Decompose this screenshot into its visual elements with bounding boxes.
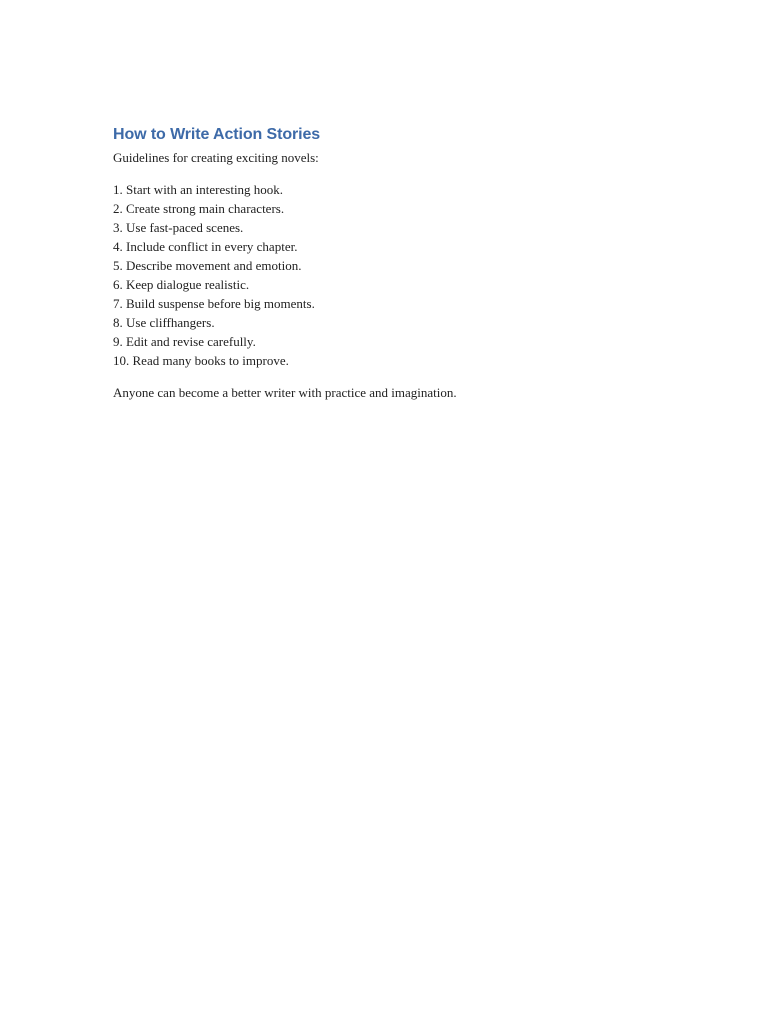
document-body [113, 124, 673, 402]
list-item: 5. Describe movement and emotion. [113, 258, 302, 273]
steps-list [113, 180, 673, 370]
document-subtitle: Guidelines for creating exciting novels: [113, 150, 319, 165]
list-item: 3. Use fast-paced scenes. [113, 220, 244, 235]
list-item: 8. Use cliffhangers. [113, 315, 215, 330]
list-item: 7. Build suspense before big moments. [113, 296, 315, 311]
list-item: 6. Keep dialogue realistic. [113, 277, 250, 292]
list-item: 1. Start with an interesting hook. [113, 182, 284, 197]
list-item: 2. Create strong main characters. [113, 201, 285, 216]
list-item: 10. Read many books to improve. [113, 353, 289, 368]
list-item: 4. Include conflict in every chapter. [113, 239, 298, 254]
closing-paragraph: Anyone can become a better writer with practice and imagination. [113, 385, 457, 400]
document-title: How to Write Action Stories [113, 126, 321, 143]
list-item: 9. Edit and revise carefully. [113, 334, 256, 349]
